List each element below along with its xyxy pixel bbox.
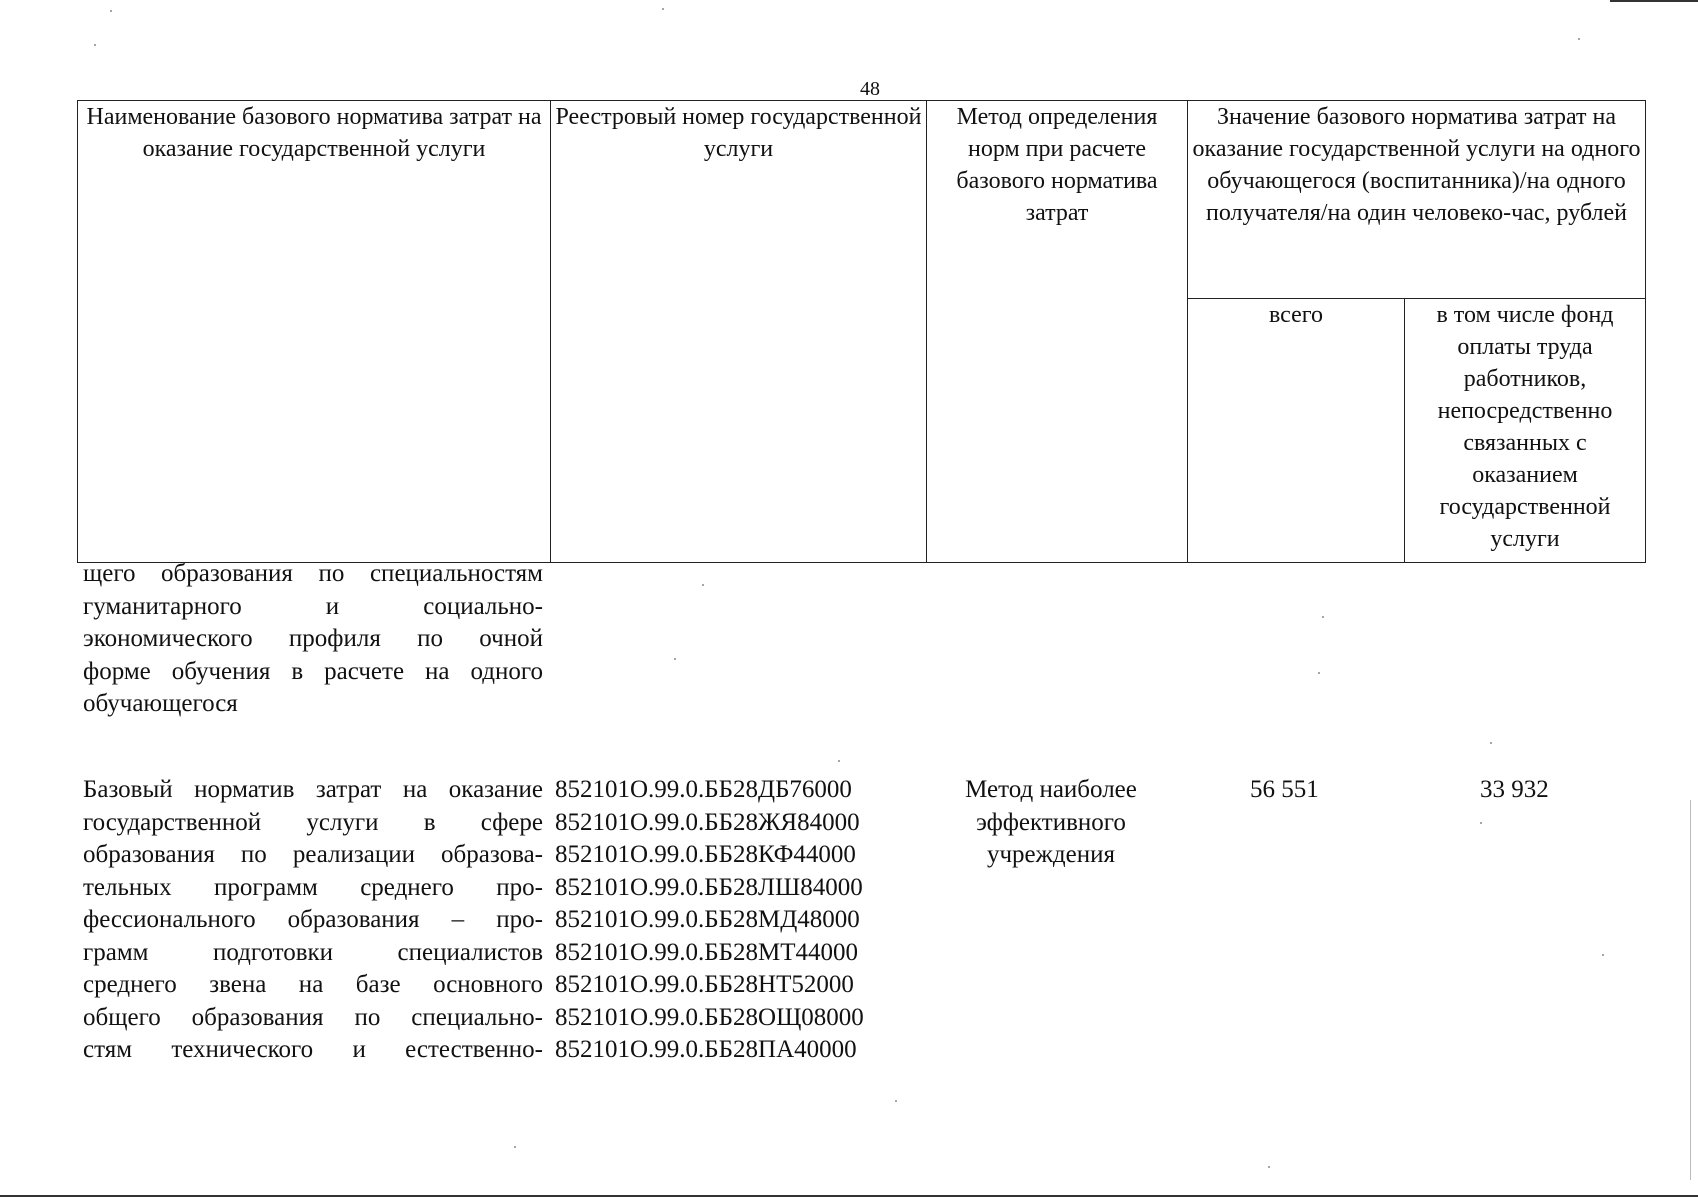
registry-code: 852101О.99.0.ББ28ДБ76000 [555,776,852,803]
table-header [77,100,1646,563]
scan-right-edge [1690,800,1691,1180]
continued-line: гуманитарного и социально- [83,592,543,620]
scan-speck [1268,1166,1270,1168]
row-method-cell: Метод наиболее эффективного учреждения [965,776,1137,868]
header-name-column: Наименование базового норматива затрат на оказание государственной услуги [78,101,551,563]
registry-code: 852101О.99.0.ББ28МТ44000 [555,938,859,966]
header-value-column: Значение базового норматива затрат на оказание государственной услуги на одного обучающегося (воспитанника)/на одного получателя/на один человеко-час, рублей [1188,101,1646,299]
row-name-line: фессионального образования – про- [83,906,543,933]
scan-bottom-rule [0,1195,1698,1197]
registry-code: 852101О.99.0.ББ28НТ52000 [555,971,854,998]
row-name-line: среднего звена на базе основного [83,971,543,998]
scan-speck [662,8,664,10]
registry-code: 852101О.99.0.ББ28МД48000 [555,906,860,933]
scan-speck [838,760,840,762]
scan-speck [1480,822,1482,824]
scan-speck [110,10,112,12]
scan-speck [514,1146,516,1148]
continued-row-name [83,558,543,721]
registry-code: 852101О.99.0.ББ28ПА40000 [555,1036,857,1063]
header-total-column: всего [1188,299,1405,563]
registry-code: 852101О.99.0.ББ28ОЩ08000 [555,1003,864,1031]
registry-code: 852101О.99.0.ББ28ЛШ84000 [555,873,863,901]
row-total-value: 56 551 [1250,776,1319,803]
continued-line: форме обучения в расчете на одного [83,657,543,685]
scan-speck [1490,742,1492,744]
row-name-line: грамм подготовки специалистов [83,938,543,966]
header-payroll-column: в том числе фонд оплаты труда работников, непосредственно связанных с оказанием государственной услуги [1405,299,1646,563]
scan-speck [1602,954,1604,956]
row-registry-codes [555,774,864,1067]
row-name-line: образования по реализации образова- [83,841,543,868]
scan-speck [1318,672,1320,674]
continued-line: экономического профиля по очной [83,625,543,652]
row-name-line: общего образования по специально- [83,1003,543,1031]
row-name-line: тельных программ среднего про- [83,873,543,901]
scan-edge-rule [1610,0,1698,2]
scan-speck [94,44,96,46]
row-name-line: государственной услуги в сфере [83,808,543,836]
header-method-column: Метод определения норм при расчете базового норматива затрат [927,101,1188,563]
registry-code: 852101О.99.0.ББ28КФ44000 [555,841,856,868]
scan-speck [674,658,676,660]
registry-code: 852101О.99.0.ББ28ЖЯ84000 [555,808,860,836]
row-name-cell [83,774,543,1067]
continued-line: обучающегося [83,690,238,717]
row-name-line: стям технического и естественно- [83,1036,543,1063]
header-registry-column: Реестровый номер государственной услуги [551,101,927,563]
scan-speck [1578,38,1580,40]
continued-line: щего образования по специальностям [83,560,543,587]
scan-speck [1322,616,1324,618]
scan-speck [702,584,704,586]
scan-speck [895,1100,897,1102]
page-number: 48 [860,78,880,100]
row-name-line: Базовый норматив затрат на оказание [83,776,543,803]
row-payroll-value: 33 932 [1480,776,1549,803]
